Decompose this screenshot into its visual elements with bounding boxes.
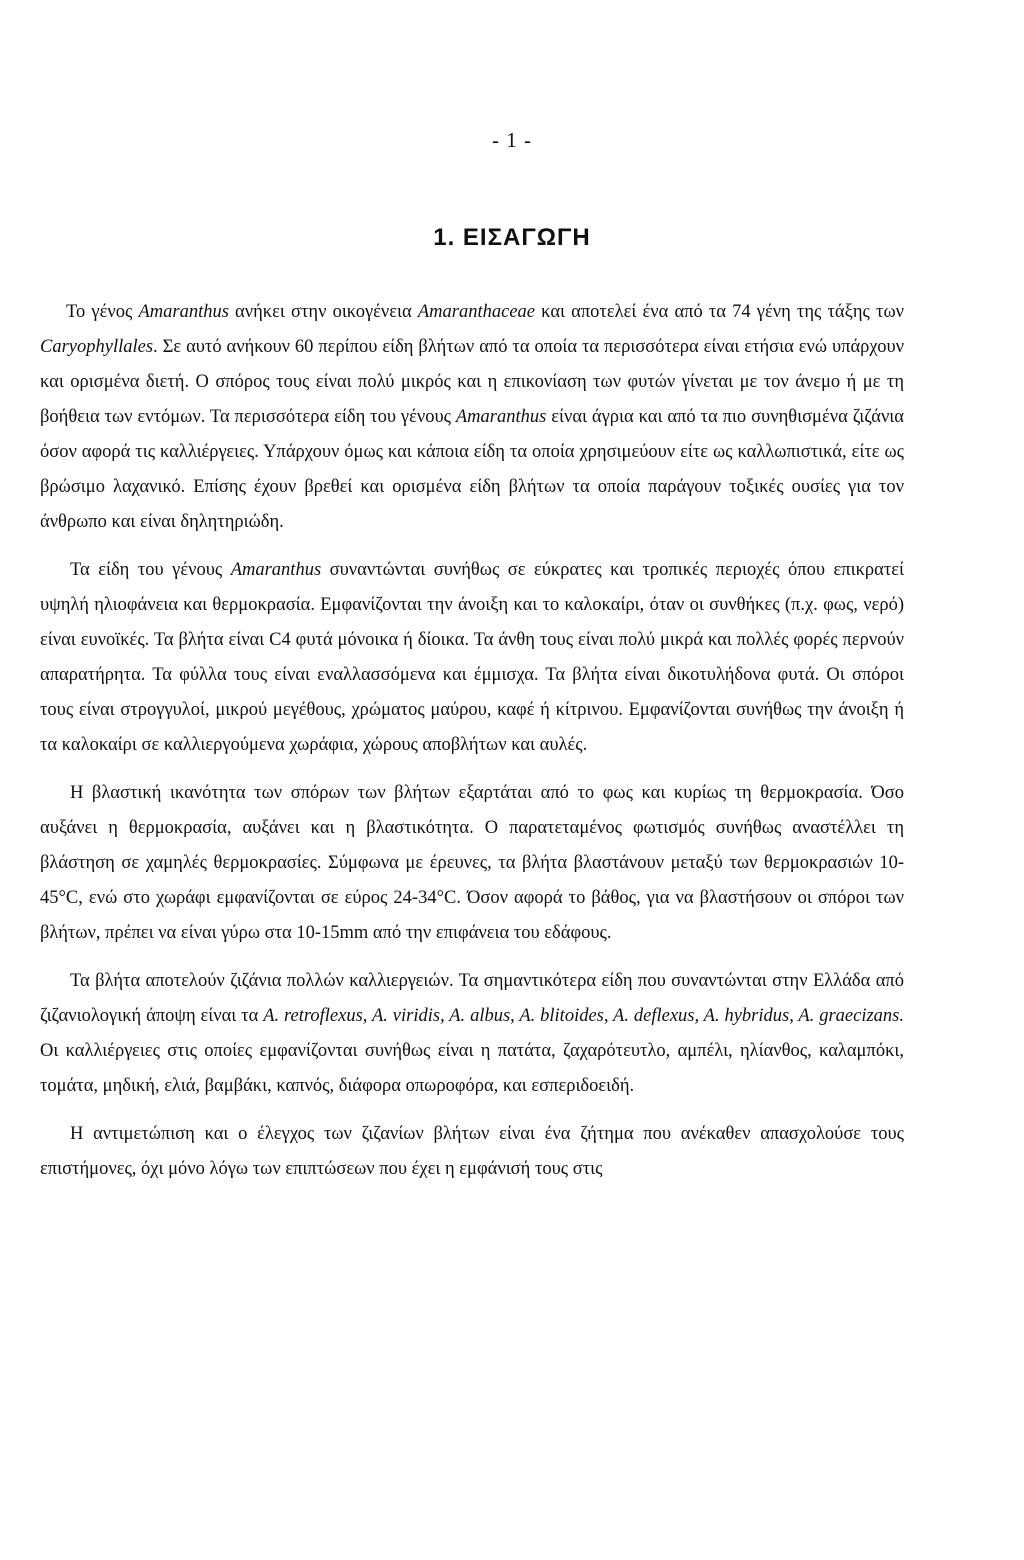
section-heading: 1. ΕΙΣΑΓΩΓΗ — [433, 224, 591, 251]
text-run: Το γένος — [66, 302, 139, 322]
text-run: . Σε αυτό ανήκουν 60 περίπου είδη βλήτων από τα οποία τα περισσότερα είναι ετήσια ενώ υπάρχουν και ορισμένα διετή. Ο σπόρος τους είναι πολύ μικρός και η επικονίαση των φυτών γίνεται με τον άνεμο ή με τη βοήθεια των εντόμων. Τα περισσότερα είδη του γένους — [40, 337, 904, 427]
text-run: Τα βλήτα αποτελούν ζιζάνια πολλών καλλιεργειών. Τα σημαντικότερα είδη που συναντώνται στην Ελλάδα από ζιζανιολογική άποψη είναι τα — [40, 971, 904, 1026]
paragraph — [40, 1117, 904, 1187]
paragraph — [40, 964, 904, 1104]
text-run: συναντώνται συνήθως σε εύκρατες και τροπικές περιοχές όπου επικρατεί υψηλή ηλιοφάνεια και θερμοκρασία. Εμφανίζονται την άνοιξη και το καλοκαίρι, όταν οι συνθήκες (π.χ. φως, νερό) είναι ευνοϊκές. Τα βλήτα είναι C4 φυτά μόνοικα ή δίοικα. Τα άνθη τους είναι πολύ μικρά και πολλές φορές περνούν απαρατήρητα. Τα φύλλα τους είναι εναλλασσόμενα και έμμισχα. Τα βλήτα είναι δικοτυλήδονα φυτά. Οι σπόροι τους είναι στρογγυλοί, μικρού μεγέθους, χρώματος μαύρου, καφέ ή κίτρινου. Εμφανίζονται συνήθως την άνοιξη ή τα καλοκαίρι σε καλλιεργούμενα χωράφια, χώρους αποβλήτων και αυλές. — [40, 560, 904, 755]
text-run: Οι καλλιέργειες στις οποίες εμφανίζονται συνήθως είναι η πατάτα, ζαχαρότευτλο, αμπέλι, ηλίανθος, καλαμπόκι, τομάτα, μηδική, ελιά, βαμβάκι, καπνός, διάφορα οπωροφόρα, και εσπεριδοειδή. — [40, 1041, 904, 1096]
text-run: είναι άγρια και από τα πιο συνηθισμένα ζιζάνια όσον αφορά τις καλλιέργειες. Υπάρχουν όμως και κάποια είδη τα οποία χρησιμεύουν είτε ως καλλωπιστικά, είτε ως βρώσιμο λαχανικό. Επίσης έχουν βρεθεί και ορισμένα είδη βλήτων τα οποία παράγουν τοξικές ουσίες για τον άνθρωπο και είναι δηλητηριώδη. — [40, 407, 904, 532]
italic-run: Amaranthaceae — [417, 302, 536, 322]
text-run: Η βλαστική ικανότητα των σπόρων των βλήτων εξαρτάται από το φως και κυρίως τη θερμοκρασία. Όσο αυξάνει η θερμοκρασία, αυξάνει και η βλαστικότητα. Ο παρατεταμένος φωτισμός συνήθως αναστέλλει τη βλάστηση σε χαμηλές θερμοκρασίες. Σύμφωνα με έρευνες, τα βλήτα βλαστάνουν μεταξύ των θερμοκρασιών 10-45°C, ενώ στο χωράφι εμφανίζονται σε εύρος 24-34°C. Όσον αφορά το βάθος, για να βλαστήσουν οι σπόροι των βλήτων, πρέπει να είναι γύρω στα 10-15mm από την επιφάνεια του εδάφους. — [40, 783, 904, 943]
page-number: - 1 - — [492, 128, 532, 152]
italic-run: Amaranthus — [138, 302, 229, 322]
paragraph — [40, 553, 904, 763]
italic-run: Caryophyllales — [40, 337, 154, 357]
italic-run: Amaranthus — [230, 560, 322, 580]
paragraph — [40, 776, 904, 951]
body-text — [40, 295, 904, 1200]
text-run: Η αντιμετώπιση και ο έλεγχος των ζιζανίων βλήτων είναι ένα ζήτημα που ανέκαθεν απασχολούσε τους επιστήμονες, όχι μόνο λόγω των επιπτώσεων που έχει η εμφάνισή τους στις — [40, 1124, 904, 1179]
italic-run: A. retroflexus, A. viridis, A. albus, A. blitoides, A. deflexus, A. hybridus, A. graecizans. — [263, 1006, 904, 1026]
italic-run: Amaranthus — [455, 407, 547, 427]
paragraph — [40, 295, 904, 540]
text-run: και αποτελεί ένα από τα 74 γένη της τάξης των — [535, 302, 904, 322]
text-run: Τα είδη του γένους — [70, 560, 231, 580]
text-run: ανήκει στην οικογένεια — [228, 302, 418, 322]
